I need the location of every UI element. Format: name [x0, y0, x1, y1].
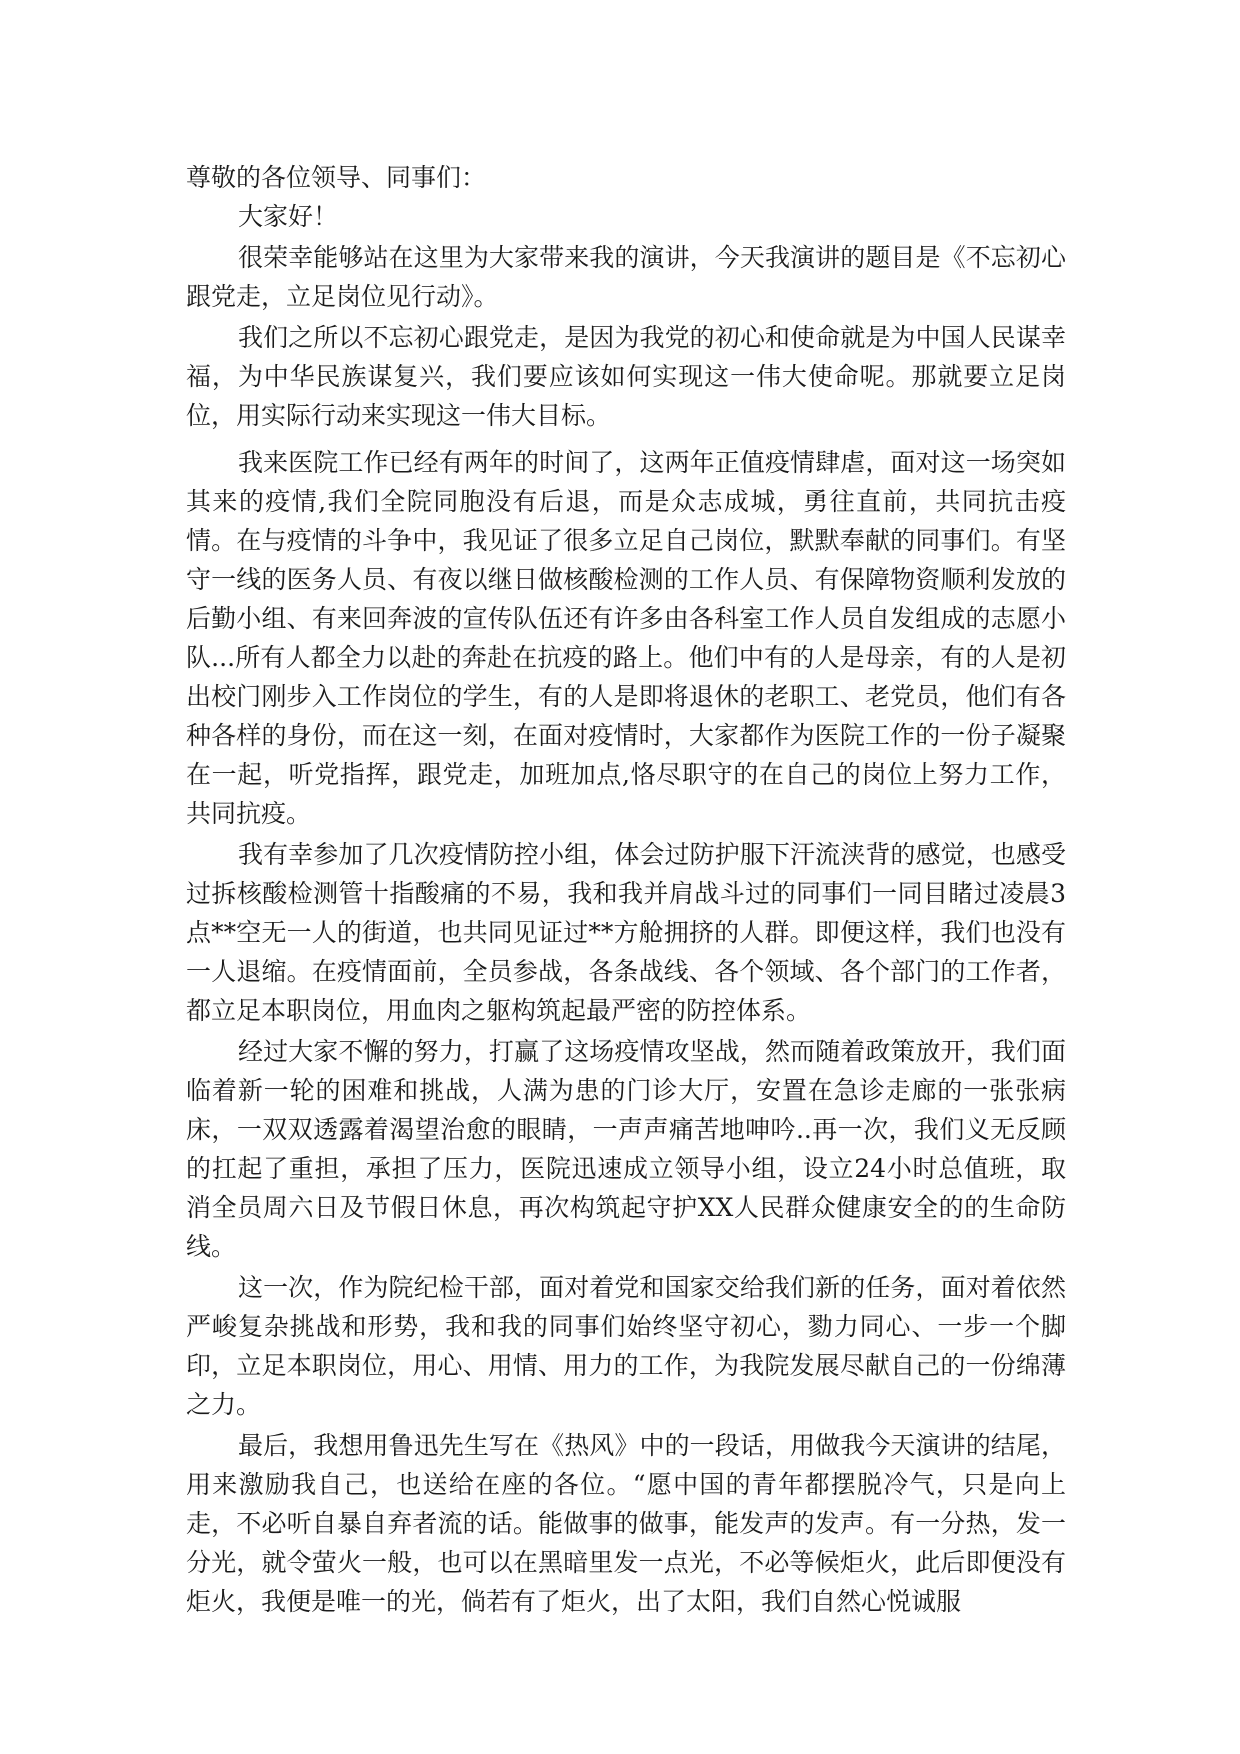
paragraph-hospital-work: 我来医院工作已经有两年的时间了，这两年正值疫情肆虐，面对这一场突如其来的疫情,我们全院同胞没有后退，而是众志成城，勇往直前，共同抗击疫情。在与疫情的斗争中，我见证了很多立足自己岗位，默默奉献的同事们。有坚守一线的医务人员、有夜以继日做核酸检测的工作人员、有保障物资顺利发放的后勤小组、有来回奔波的宣传队伍还有许多由各科室工作人员自发组成的志愿小队...所有人都全力以赴的奔赴在抗疫的路上。他们中有的人是母亲，有的人是初出校门刚步入工作岗位的学生，有的人是即将退休的老职工、老党员，他们有各种各样的身份，而在这一刻，在面对疫情时，大家都作为医院工作的一份子凝聚在一起，听党指挥，跟党走，加班加点,恪尽职守的在自己的岗位上努力工作，共同抗疫。 [186, 448, 1066, 828]
salutation: 尊敬的各位领导、同事们： [186, 163, 487, 192]
paragraph-greeting: 大家好！ [238, 202, 339, 231]
paragraph-prevention-team: 我有幸参加了几次疫情防控小组，体会过防护服下汗流浃背的感觉，也感受过拆核酸检测管十指酸痛的不易，我和我并肩战斗过的同事们一同目睹过凌晨3点**空无一人的街道，也共同见证过**方舱拥挤的人群。即便这样，我们也没有一人退缩。在疫情面前，全员参战，各条战线、各个领域、各个部门的工作者，都立足本职岗位，用血肉之躯构筑起最严密的防控体系。 [186, 840, 1066, 1025]
speech-body [186, 158, 1066, 1623]
paragraph-closing-quote: 最后，我想用鲁迅先生写在《热风》中的一段话，用做我今天演讲的结尾，用来激励我自己，也送给在座的各位。“愿中国的青年都摆脱冷气，只是向上走，不必听自暴自弃者流的话。能做事的做事，能发声的发声。有一分热，发一分光，就令萤火一般，也可以在黑暗里发一点光，不必等候炬火，此后即便没有炬火，我便是唯一的光，倘若有了炬火，出了太阳，我们自然心悦诚服 [186, 1431, 1066, 1616]
paragraph-mission: 我们之所以不忘初心跟党走，是因为我党的初心和使命就是为中国人民谋幸福，为中华民族谋复兴，我们要应该如何实现这一伟大使命呢。那就要立足岗位，用实际行动来实现这一伟大目标。 [186, 323, 1066, 430]
paragraph-intro: 很荣幸能够站在这里为大家带来我的演讲，今天我演讲的题目是《不忘初心跟党走，立足岗位见行动》。 [186, 243, 1066, 311]
paragraph-discipline-role: 这一次，作为院纪检干部，面对着党和国家交给我们新的任务，面对着依然严峻复杂挑战和形势，我和我的同事们始终坚守初心，勠力同心、一步一个脚印，立足本职岗位，用心、用情、用力的工作，为我院发展尽献自己的一份绵薄之力。 [186, 1273, 1066, 1419]
paragraph-new-challenges: 经过大家不懈的努力，打赢了这场疫情攻坚战，然而随着政策放开，我们面临着新一轮的困难和挑战，人满为患的门诊大厅，安置在急诊走廊的一张张病床，一双双透露着渴望治愈的眼睛，一声声痛苦地呻吟..再一次，我们义无反顾的扛起了重担，承担了压力，医院迅速成立领导小组，设立24小时总值班，取消全员周六日及节假日休息，再次构筑起守护XX人民群众健康安全的的生命防线。 [186, 1037, 1066, 1261]
